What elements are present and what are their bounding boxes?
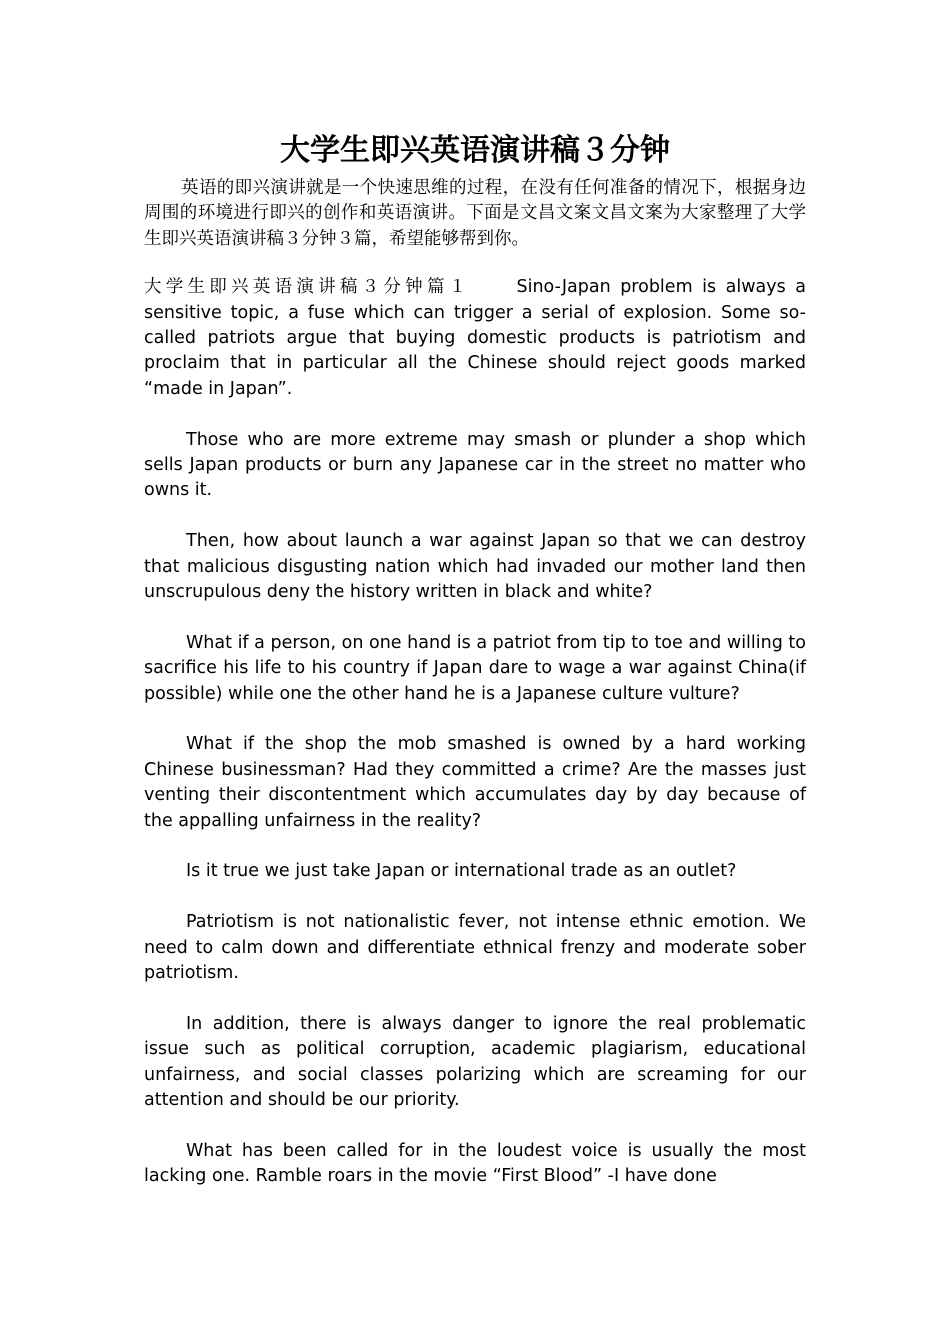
paragraph-spacer bbox=[144, 252, 806, 275]
body-paragraph: What if a person, on one hand is a patriot from tip to toe and willing to sacrifice his life to his country if Japan dare to wage a war against China(if possible) while one the other hand he is a Japanese culture vulture? bbox=[144, 632, 806, 704]
body-paragraph: What if the shop the mob smashed is owned by a hard working Chinese businessman? Had they committed a crime? Are the masses just venting their discontentment which accumulates day by day because of the appalling unfairness in the reality? bbox=[144, 734, 806, 831]
body-paragraph: Then, how about launch a war against Japan so that we can destroy that malicious disgusting nation which had invaded our mother land then unscrupulous deny the history written in black and white? bbox=[144, 531, 806, 603]
paragraph-spacer bbox=[144, 707, 806, 732]
paragraph-spacer bbox=[144, 504, 806, 529]
paragraph-spacer bbox=[144, 402, 806, 427]
section-first-paragraph bbox=[144, 275, 806, 402]
body-paragraph: Patriotism is not nationalistic fever, not intense ethnic emotion. We need to calm down and differentiate ethnical frenzy and moderate sober patriotism. bbox=[144, 912, 806, 984]
document-title: 大学生即兴英语演讲稿３分钟 bbox=[280, 133, 670, 168]
body-paragraph: Those who are more extreme may smash or plunder a shop which sells Japan products or burn any Japanese car in the street no matter who owns it. bbox=[144, 429, 806, 501]
body-paragraph: What has been called for in the loudest voice is usually the most lacking one. Ramble roars in the movie “First Blood” -I have done bbox=[144, 1140, 806, 1187]
paragraph-spacer bbox=[144, 834, 806, 859]
document-page bbox=[144, 128, 806, 1190]
section-heading: 大学生即兴英语演讲稿３分钟篇１ bbox=[144, 277, 471, 298]
paragraph-spacer bbox=[144, 885, 806, 910]
intro-paragraph: 英语的即兴演讲就是一个快速思维的过程，在没有任何准备的情况下，根据身边周围的环境进行即兴的创作和英语演讲。下面是文昌文案文昌文案为大家整理了大学生即兴英语演讲稿３分钟３篇，希望能够帮到你。 bbox=[144, 178, 806, 249]
body-paragraph: In addition, there is always danger to ignore the real problematic issue such as political corruption, academic plagiarism, educational unfairness, and social classes polarizing which are screaming for our attention and should be our priority. bbox=[144, 1013, 806, 1111]
first-paragraph-text: Sino-Japan problem is always a sensitive topic, a fuse which can trigger a serial of explosion. Some so-called patriots argue that buying domestic products is patriotism and proclaim that in particular all the Chinese should reject goods marked “made in Japan”. bbox=[144, 277, 806, 399]
paragraph-spacer bbox=[144, 605, 806, 630]
paragraph-spacer bbox=[144, 987, 806, 1012]
body-paragraph: Is it true we just take Japan or international trade as an outlet? bbox=[186, 861, 737, 882]
paragraph-spacer bbox=[144, 1114, 806, 1139]
